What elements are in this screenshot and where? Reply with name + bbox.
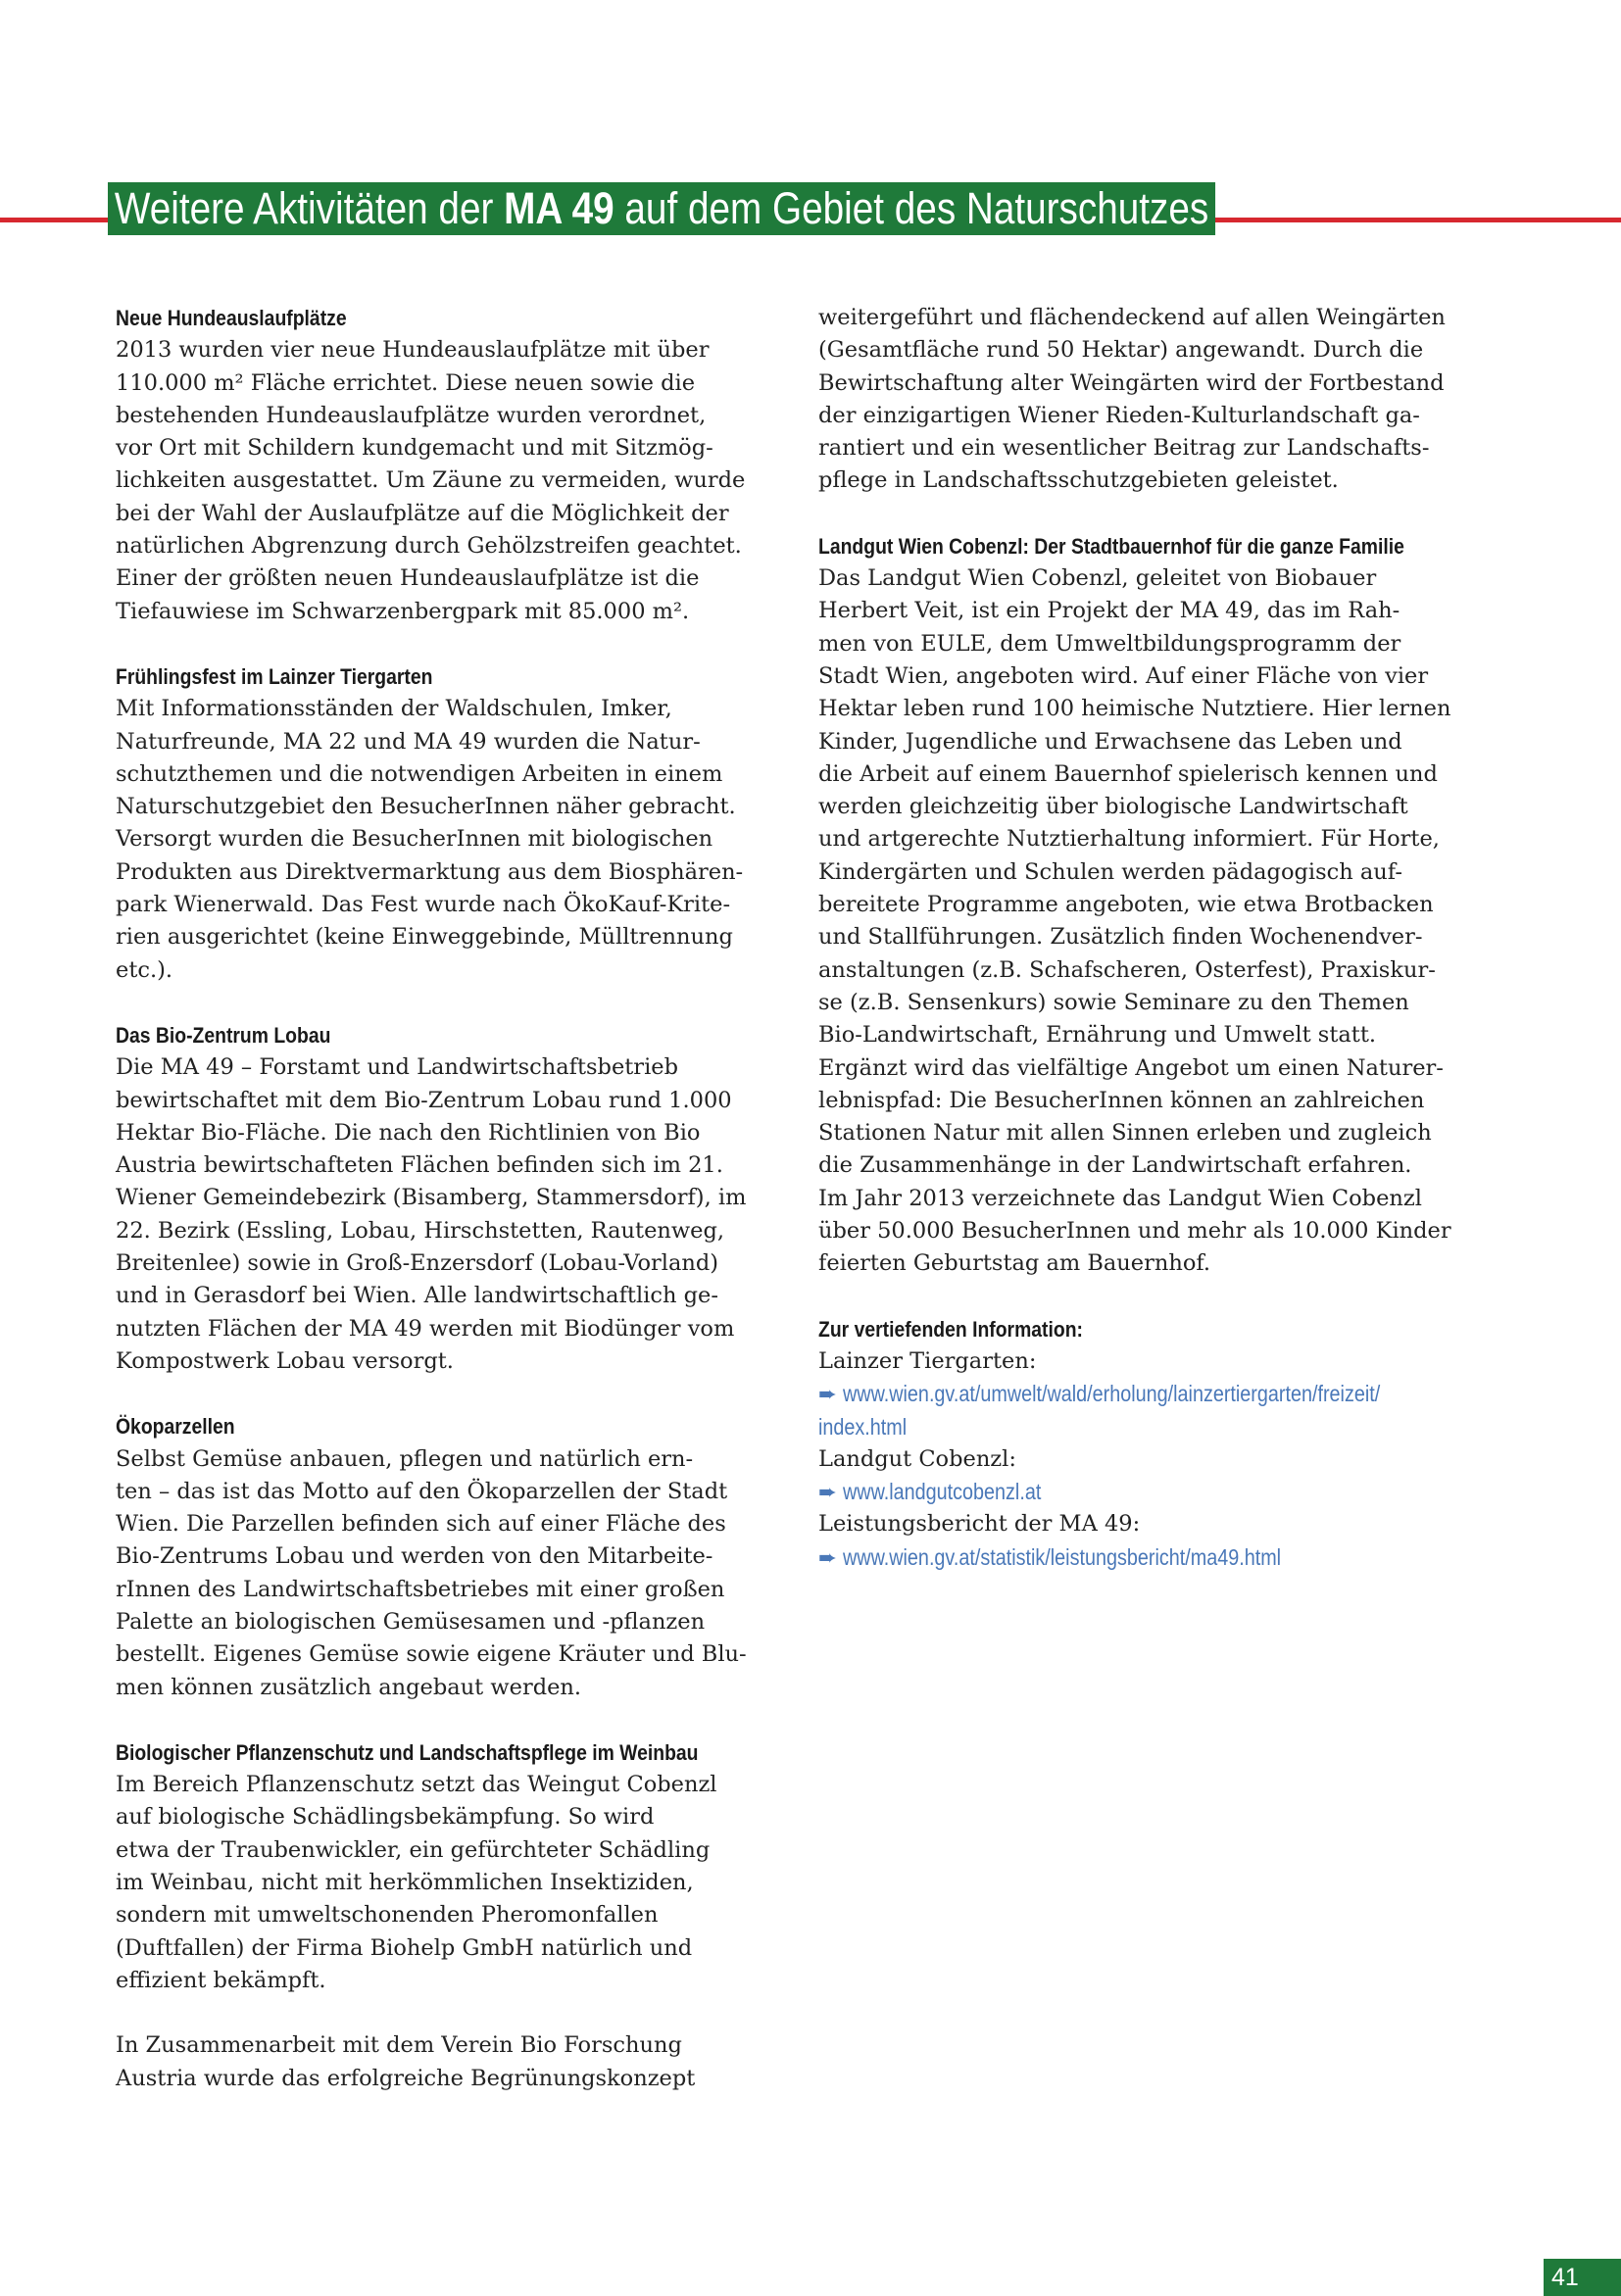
text-line: Hektar leben rund 100 heimische Nutztiere. Hier lernen	[818, 696, 1451, 722]
text-line: Kinder, Jugendliche und Erwachsene das Leben und	[818, 728, 1402, 755]
text-line: weitergeführt und flächendeckend auf allen Weingärten	[818, 305, 1446, 330]
text-line: Austria wurde das erfolgreiche Begrünungskonzept	[116, 2065, 696, 2091]
text-line: bereitete Programme angeboten, wie etwa Brotbacken	[818, 892, 1434, 918]
text-line: Herbert Veit, ist ein Projekt der MA 49, das im Rah-	[818, 598, 1400, 624]
section-begruenung-continued	[818, 302, 1495, 498]
section-bio-zentrum-lobau	[116, 1019, 782, 1378]
text-line: Stadt Wien, angeboten wird. Auf einer Fläche von vier	[818, 662, 1429, 689]
section-heading: Landgut Wien Cobenzl: Der Stadtbauernhof für die ganze Familie	[818, 533, 1404, 559]
text-line: anstaltungen (z.B. Schafscheren, Osterfest), Praxiskur-	[818, 956, 1436, 983]
text-line: über 50.000 BesucherInnen und mehr als 10.000 Kinder	[818, 1218, 1451, 1245]
text-line: lebnispfad: Die BesucherInnen können an zahlreichen	[818, 1087, 1425, 1113]
text-line: vor Ort mit Schildern kundgemacht und mit Sitzmög-	[116, 435, 713, 462]
text-line: 110.000 m² Fläche errichtet. Diese neuen sowie die	[116, 369, 696, 396]
text-line: effizient bekämpft.	[116, 1967, 326, 1993]
section-landgut-cobenzl	[818, 530, 1495, 1281]
info-label: Leistungsbericht der MA 49:	[818, 1511, 1141, 1538]
arrow-icon: ➨	[818, 1544, 837, 1571]
arrow-icon: ➨	[818, 1480, 837, 1506]
text-line: Bio-Landwirtschaft, Ernährung und Umwelt statt.	[818, 1022, 1377, 1049]
text-line: se (z.B. Sensenkurs) sowie Seminare zu den Themen	[818, 989, 1409, 1015]
link-text[interactable]: index.html	[818, 1413, 908, 1440]
text-line: rInnen des Landwirtschaftsbetriebes mit einer großen	[116, 1576, 725, 1602]
text-line: 22. Bezirk (Essling, Lobau, Hirschstetten, Rautenweg,	[116, 1217, 725, 1244]
text-line: nutzten Flächen der MA 49 werden mit Biodünger vom	[116, 1315, 735, 1342]
text-line: Bio-Zentrums Lobau und werden von den Mitarbeite-	[116, 1543, 713, 1570]
text-line: Die MA 49 – Forstamt und Landwirtschaftsbetrieb	[116, 1054, 678, 1081]
text-line: auf biologische Schädlingsbekämpfung. So wird	[116, 1804, 655, 1831]
text-line: Bewirtschaftung alter Weingärten wird der Fortbestand	[818, 369, 1445, 396]
text-line: werden gleichzeitig über biologische Landwirtschaft	[818, 794, 1408, 820]
text-line: feierten Geburtstag am Bauernhof.	[818, 1250, 1211, 1277]
text-line: Tiefauwiese im Schwarzenbergpark mit 85.000 m².	[116, 598, 690, 624]
text-line: (Gesamtfläche rund 50 Hektar) angewandt. Durch die	[818, 337, 1424, 364]
section-heading: Frühlingsfest im Lainzer Tiergarten	[116, 663, 433, 689]
text-line: Austria bewirtschafteten Flächen befinden sich im 21.	[116, 1152, 723, 1179]
text-line: und Stallführungen. Zusätzlich finden Wochenendver-	[818, 924, 1423, 951]
text-line: (Duftfallen) der Firma Biohelp GmbH natürlich und	[116, 1934, 693, 1961]
text-line: pflege in Landschaftsschutzgebieten geleistet.	[818, 467, 1339, 494]
text-line: Wiener Gemeindebezirk (Bisamberg, Stammersdorf), im	[116, 1185, 747, 1211]
text-line: rien ausgerichtet (keine Einweggebinde, Mülltrennung	[116, 924, 733, 951]
text-line: und artgerechte Nutztierhaltung informiert. Für Horte,	[818, 826, 1440, 853]
section-hundeauslaufplaetze	[116, 302, 782, 628]
text-line: Selbst Gemüse anbauen, pflegen und natürlich ern-	[116, 1445, 694, 1472]
section-heading: Neue Hundeauslaufplätze	[116, 306, 347, 330]
section-heading: Das Bio-Zentrum Lobau	[116, 1022, 331, 1048]
text-line: Kompostwerk Lobau versorgt.	[116, 1347, 454, 1374]
text-line: ten – das ist das Motto auf den Ökoparzellen der Stadt	[116, 1478, 728, 1504]
section-heading: Biologischer Pflanzenschutz und Landschaftspflege im Weinbau	[116, 1739, 699, 1765]
link-text[interactable]: www.wien.gv.at/statistik/leistungsbericht/ma49.html	[842, 1543, 1281, 1570]
page-title: Weitere Aktivitäten der MA 49 auf dem Gebiet des Naturschutzes	[108, 182, 1215, 235]
arrow-icon: ➨	[818, 1382, 837, 1408]
text-line: bewirtschaftet mit dem Bio-Zentrum Lobau rund 1.000	[116, 1087, 732, 1113]
text-line: Stationen Natur mit allen Sinnen erleben und zugleich	[818, 1120, 1432, 1147]
section-begruenung	[116, 2029, 782, 2095]
link-text[interactable]: www.wien.gv.at/umwelt/wald/erholung/lainzertiergarten/freizeit/	[842, 1381, 1381, 1407]
section-fruehlingsfest	[116, 660, 782, 987]
text-line: In Zusammenarbeit mit dem Verein Bio Forschung	[116, 2032, 682, 2059]
link-landgut-cobenzl[interactable]	[818, 1476, 1495, 1508]
text-line: men können zusätzlich angebaut werden.	[116, 1674, 582, 1700]
info-heading: Zur vertiefenden Information:	[818, 1316, 1083, 1342]
text-line: Produkten aus Direktvermarktung aus dem Biosphären-	[116, 858, 744, 885]
section-further-information	[818, 1313, 1495, 1574]
text-line: Einer der größten neuen Hundeauslaufplätze ist die	[116, 565, 700, 592]
text-line: bestellt. Eigenes Gemüse sowie eigene Kräuter und Blu-	[116, 1641, 747, 1668]
text-line: Naturfreunde, MA 22 und MA 49 wurden die Natur-	[116, 728, 701, 755]
link-lainzer-tiergarten-continued[interactable]	[818, 1411, 1495, 1443]
text-line: bei der Wahl der Auslaufplätze auf die Möglichkeit der	[116, 500, 729, 526]
text-line: Mit Informationsständen der Waldschulen, Imker,	[116, 696, 672, 722]
text-line: park Wienerwald. Das Fest wurde nach ÖkoKauf-Krite-	[116, 892, 731, 918]
info-label: Landgut Cobenzl:	[818, 1445, 1016, 1472]
page-number: 41	[1544, 2259, 1621, 2296]
text-line: der einzigartigen Wiener Rieden-Kulturlandschaft ga-	[818, 402, 1420, 428]
text-line: Versorgt wurden die BesucherInnen mit biologischen	[116, 826, 713, 853]
link-lainzer-tiergarten[interactable]	[818, 1378, 1495, 1410]
text-line: Palette an biologischen Gemüsesamen und -pflanzen	[116, 1608, 706, 1635]
left-column	[116, 302, 782, 2127]
text-line: Im Jahr 2013 verzeichnete das Landgut Wien Cobenzl	[818, 1185, 1422, 1211]
text-line: lichkeiten ausgestattet. Um Zäune zu vermeiden, wurde	[116, 467, 746, 494]
link-text[interactable]: www.landgutcobenzl.at	[842, 1479, 1042, 1505]
section-pflanzenschutz	[116, 1736, 782, 1997]
text-line: Kindergärten und Schulen werden pädagogisch auf-	[818, 858, 1402, 885]
section-oekoparzellen	[116, 1410, 782, 1704]
text-line: etc.).	[116, 956, 173, 983]
text-line: Ergänzt wird das vielfältige Angebot um einen Naturer-	[818, 1054, 1444, 1081]
text-line: Wien. Die Parzellen befinden sich auf einer Fläche des	[116, 1511, 726, 1538]
text-line: schutzthemen und die notwendigen Arbeiten in einem	[116, 760, 723, 787]
text-line: Im Bereich Pflanzenschutz setzt das Weingut Cobenzl	[116, 1772, 717, 1798]
text-line: im Weinbau, nicht mit herkömmlichen Insektiziden,	[116, 1870, 694, 1896]
text-line: etwa der Traubenwickler, ein gefürchteter Schädling	[116, 1836, 711, 1863]
text-line: men von EULE, dem Umweltbildungsprogramm der	[818, 630, 1401, 657]
info-label: Lainzer Tiergarten:	[818, 1347, 1037, 1374]
text-line: Breitenlee) sowie in Groß-Enzersdorf (Lobau-Vorland)	[116, 1250, 719, 1277]
text-line: die Zusammenhänge in der Landwirtschaft erfahren.	[818, 1152, 1412, 1179]
text-line: die Arbeit auf einem Bauernhof spielerisch kennen und	[818, 760, 1438, 787]
right-column	[818, 302, 1495, 1606]
text-line: Hektar Bio-Fläche. Die nach den Richtlinien von Bio	[116, 1119, 701, 1146]
text-line: bestehenden Hundeauslaufplätze wurden verordnet,	[116, 402, 707, 428]
text-line: rantiert und ein wesentlicher Beitrag zur Landschafts-	[818, 435, 1430, 462]
text-line: 2013 wurden vier neue Hundeauslaufplätze mit über	[116, 337, 710, 364]
section-heading: Ökoparzellen	[116, 1414, 235, 1440]
text-line: Naturschutzgebiet den BesucherInnen näher gebracht.	[116, 794, 736, 820]
link-leistungsbericht[interactable]	[818, 1541, 1495, 1574]
text-line: natürlichen Abgrenzung durch Gehölzstreifen geachtet.	[116, 533, 742, 560]
text-line: und in Gerasdorf bei Wien. Alle landwirtschaftlich ge-	[116, 1283, 718, 1309]
text-line: Das Landgut Wien Cobenzl, geleitet von Biobauer	[818, 565, 1377, 592]
text-line: sondern mit umweltschonenden Pheromonfallen	[116, 1902, 659, 1929]
